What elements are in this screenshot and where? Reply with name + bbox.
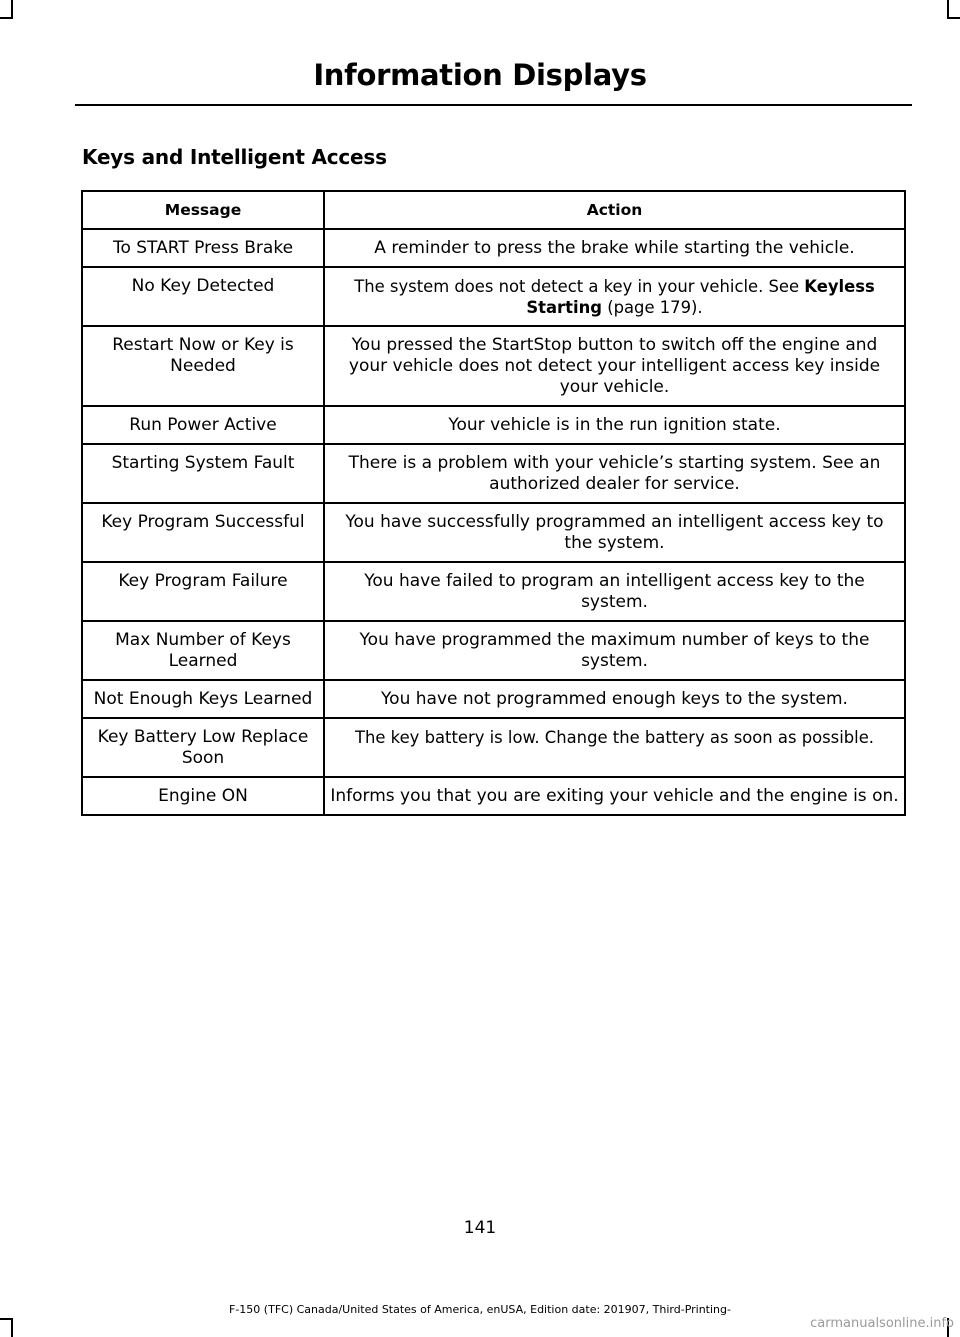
page-reference: (page 179). [601, 298, 703, 317]
table-row [82, 562, 905, 621]
table-header-row [82, 191, 905, 229]
crop-mark [0, 1318, 13, 1320]
action-cell: Informs you that you are exiting your vehicle and the engine is on. [324, 777, 905, 815]
crop-mark [947, 0, 949, 18]
message-cell: Key Program Successful [82, 503, 324, 562]
crop-mark [11, 0, 13, 18]
table-row [82, 326, 905, 406]
message-cell: Key Battery Low Replace Soon [82, 718, 324, 777]
message-cell: Key Program Failure [82, 562, 324, 621]
message-cell: Max Number of Keys Learned [82, 621, 324, 680]
action-cell [324, 267, 905, 326]
message-cell: Run Power Active [82, 406, 324, 444]
action-cell: A reminder to press the brake while starting the vehicle. [324, 229, 905, 267]
message-cell: Engine ON [82, 777, 324, 815]
action-cell: There is a problem with your vehicle’s starting system. See an authorized dealer for service. [324, 444, 905, 503]
action-cell: The key battery is low. Change the battery as soon as possible. [324, 718, 905, 777]
table-row [82, 444, 905, 503]
page-footer: F-150 (TFC) Canada/United States of America, enUSA, Edition date: 201907, Third-Printing- [229, 1303, 731, 1316]
message-cell: Restart Now or Key is Needed [82, 326, 324, 406]
action-cell: You have programmed the maximum number of keys to the system. [324, 621, 905, 680]
header-divider [75, 104, 912, 106]
message-cell: Not Enough Keys Learned [82, 680, 324, 718]
table-row [82, 718, 905, 777]
column-header-message: Message [82, 191, 324, 229]
table-row [82, 267, 905, 326]
action-cell: You have not programmed enough keys to the system. [324, 680, 905, 718]
action-cell: You pressed the StartStop button to switch off the engine and your vehicle does not detect your intelligent access key inside your vehicle. [324, 326, 905, 406]
table-row [82, 680, 905, 718]
table-row [82, 503, 905, 562]
action-cell: You have failed to program an intelligent access key to the system. [324, 562, 905, 621]
crop-mark [11, 1318, 13, 1337]
messages-table [81, 190, 906, 816]
table-row [82, 621, 905, 680]
message-cell: No Key Detected [82, 267, 324, 326]
page-header-title: Information Displays [313, 58, 647, 92]
table-row [82, 777, 905, 815]
watermark: carmanualsonline.info [810, 1316, 954, 1331]
action-text: The system does not detect a key in your vehicle. See [354, 277, 805, 296]
section-title: Keys and Intelligent Access [82, 145, 387, 169]
message-cell: To START Press Brake [82, 229, 324, 267]
column-header-action: Action [324, 191, 905, 229]
page-number: 141 [463, 1218, 497, 1238]
crop-mark [0, 17, 13, 19]
table-row [82, 229, 905, 267]
action-cell: Your vehicle is in the run ignition state. [324, 406, 905, 444]
action-cell: You have successfully programmed an intelligent access key to the system. [324, 503, 905, 562]
table-row [82, 406, 905, 444]
message-cell: Starting System Fault [82, 444, 324, 503]
crop-mark [947, 17, 960, 19]
cross-reference-link[interactable]: Keyless Starting [526, 277, 875, 317]
